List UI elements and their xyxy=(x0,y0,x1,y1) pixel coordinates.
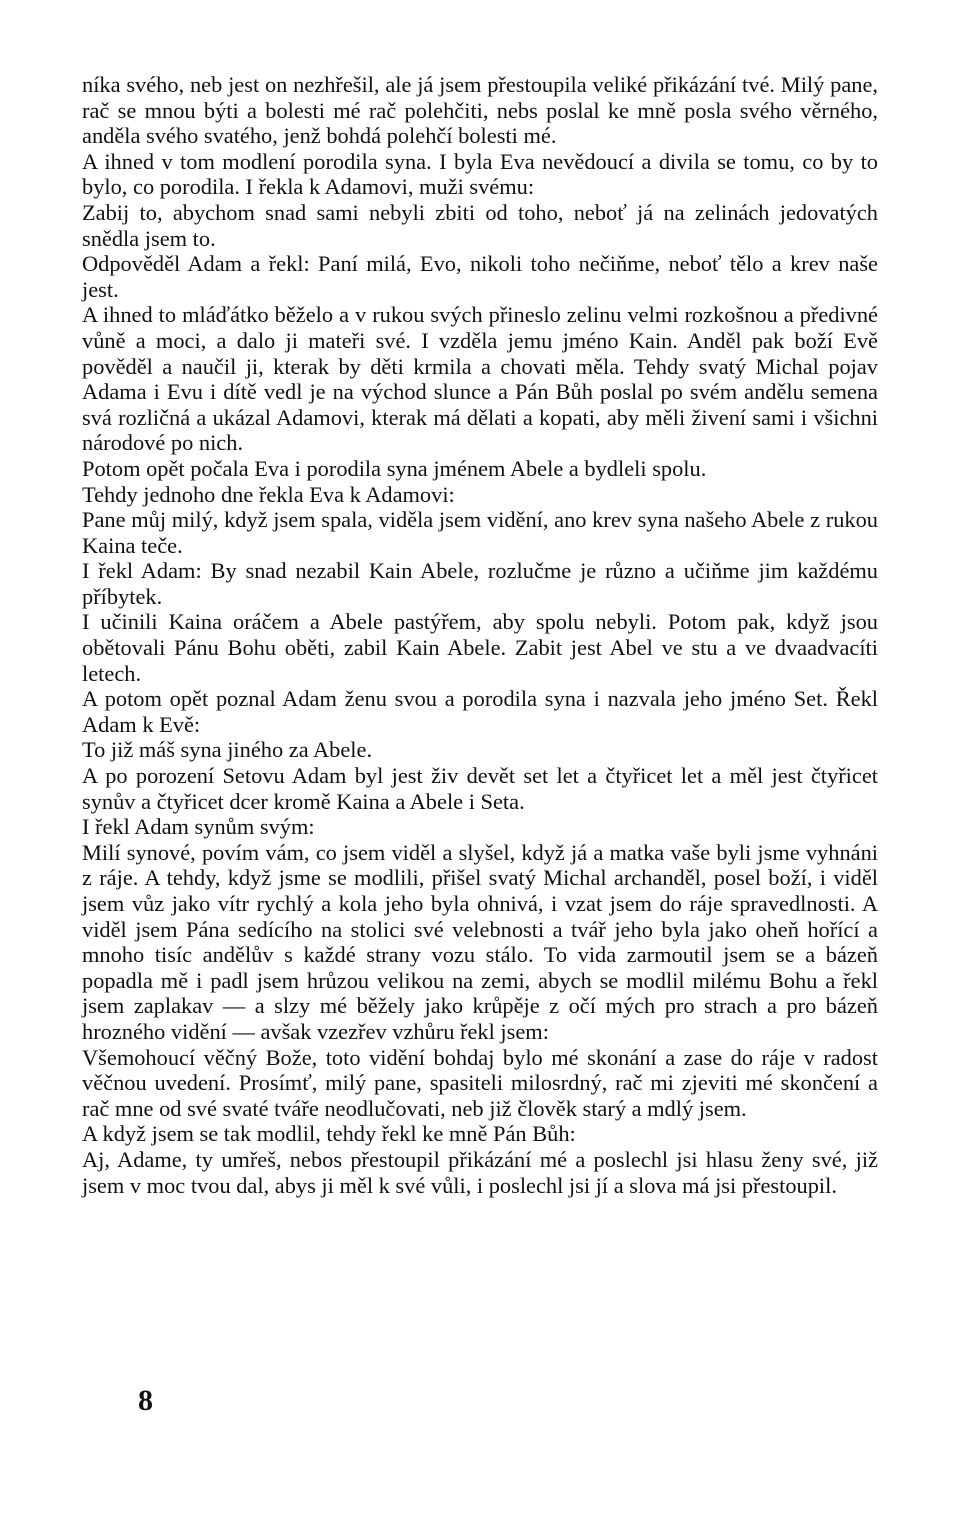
paragraph: Pane můj milý, když jsem spala, viděla jsem vidění, ano krev syna našeho Abele z rukou Kaina teče. xyxy=(82,507,878,558)
paragraph: Zabij to, abychom snad sami nebyli zbiti od toho, neboť já na zelinách jedovatých snědla jsem to. xyxy=(82,199,878,251)
paragraph: Milí synové, povím vám, co jsem viděl a slyšel, když já a matka vaše byli jsme vyhnáni z ráje. A tehdy, když jsme se modlili, přišel svatý Michal archanděl, posel boží, i viděl jsem vůz jako vítr rychlý a kola jeho byla ohnivá, i vzat jsem do ráje spravedlnosti. A viděl jsem Pána sedícího na stolici své velebnosti a tvář jeho byla jako oheň hořící a mnoho tisíc andělův s každé strany vozu stálo. To vida zarmoutil jsem se a bázeň popadla mě i padl jsem hrůzou velikou na zemi, abych se modlil milému Bohu a řekl jsem zaplakav — a slzy mé běžely jako krůpěje z očí mých pro strach a pro bázeň hrozného vidění — avšak vzezřev vzhůru řekl jsem: xyxy=(82,839,878,1044)
paragraph: A po porození Setovu Adam byl jest živ devět set let a čtyřicet let a měl jest čtyřicet synův a čtyřicet dcer kromě Kaina a Abele i Seta. xyxy=(82,763,878,814)
paragraph: I učinili Kaina oráčem a Abele pastýřem, aby spolu nebyli. Potom pak, když jsou obětovali Pánu Bohu oběti, zabil Kain Abele. Zabit jest Abel ve stu a ve dvaadvacíti letech. xyxy=(82,609,878,686)
page-number: 8 xyxy=(138,1384,153,1417)
paragraph: A ihned to mláďátko běželo a v rukou svých přineslo zelinu velmi rozkošnou a předivné vůně a moci, a dalo ji mateři své. I vzděla jemu jméno Kain. Anděl pak boží Evě pověděl a naučil ji, kterak by děti krmila a chovati měla. Tehdy svatý Michal pojav Adama i Evu i dítě vedl je na východ slunce a Pán Bůh poslal po svém andělu semena svá rozličná a ukázal Adamovi, kterak má dělati a kopati, aby měli živení sami i všichni národové po nich. xyxy=(82,302,878,456)
paragraph: Všemohoucí věčný Bože, toto vidění bohdaj bylo mé skonání a zase do ráje v radost věčnou uvedení. Prosímť, milý pane, spasiteli milosrdný, rač mi zjeviti mé skončení a rač mne od své svaté tváře neodlučovati, neb již člověk starý a mdlý jsem. xyxy=(82,1044,878,1121)
paragraph: I řekl Adam: By snad nezabil Kain Abele, rozlučme je různo a učiňme jim každému příbytek. xyxy=(82,558,878,609)
paragraph: Aj, Adame, ty umřeš, nebos přestoupil přikázání mé a poslechl jsi hlasu ženy své, již jsem v moc tvou dal, abys ji měl k své vůli, i poslechl jsi jí a slova má jsi přestoupil. xyxy=(82,1146,878,1198)
paragraph: I řekl Adam synům svým: xyxy=(82,814,315,840)
paragraph: Potom opět počala Eva i porodila syna jménem Abele a bydleli spolu. xyxy=(82,455,707,481)
paragraph: A když jsem se tak modlil, tehdy řekl ke mně Pán Bůh: xyxy=(82,1121,576,1147)
page-body xyxy=(82,72,878,1198)
paragraph: To již máš syna jiného za Abele. xyxy=(82,737,373,763)
paragraph: A potom opět poznal Adam ženu svou a porodila syna i nazvala jeho jméno Set. Řekl Adam k Evě: xyxy=(82,686,878,737)
paragraph: níka svého, neb jest on nezhřešil, ale já jsem přestoupila veliké přikázání tvé. Milý pane, rač se mnou býti a bolesti mé rač polehčiti, nebs poslal ke mně posla svého věrného, anděla svého svatého, jenž bohdá polehčí bolesti mé. xyxy=(82,72,878,149)
paragraph: Odpověděl Adam a řekl: Paní milá, Evo, nikoli toho nečiňme, neboť tělo a krev naše jest. xyxy=(82,251,878,302)
paragraph: Tehdy jednoho dne řekla Eva k Adamovi: xyxy=(82,481,455,507)
paragraph: A ihned v tom modlení porodila syna. I byla Eva nevědoucí a divila se tomu, co by to bylo, co porodila. I řekla k Adamovi, muži svému: xyxy=(82,148,878,200)
